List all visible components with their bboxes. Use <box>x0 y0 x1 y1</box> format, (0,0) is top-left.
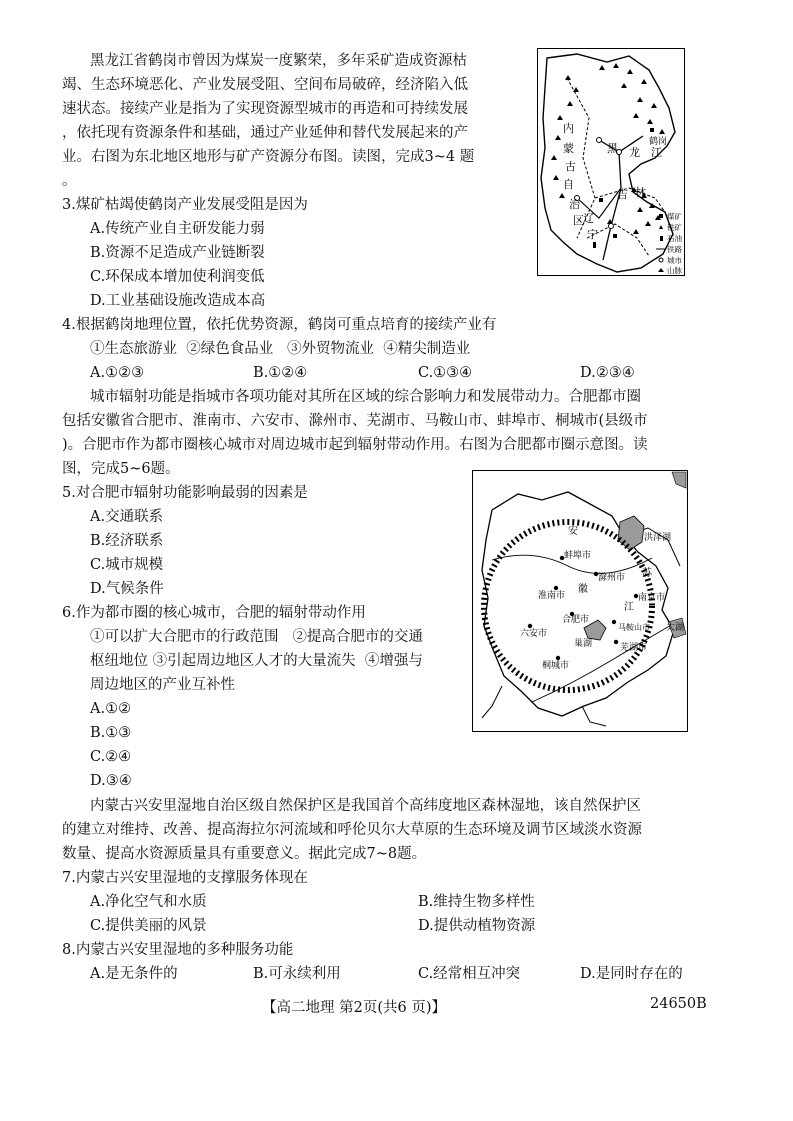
map-label-huainan: 淮南市 <box>538 591 566 601</box>
map-label: 徽 <box>578 584 588 595</box>
question-8-option-d[interactable]: D.是同时存在的 <box>580 966 683 982</box>
question-3-stem: 3.煤矿枯竭使鹤岗产业发展受阻是因为 <box>62 197 308 213</box>
map-label: 自 <box>563 178 574 191</box>
svg-text:石油: 石油 <box>667 234 682 243</box>
map-label-chaohu: 巢湖 <box>574 639 593 649</box>
question-6-items: ①可以扩大合肥市的行政范围 ②提高合肥市的交通 <box>90 629 423 645</box>
map-label: 治 <box>569 198 580 211</box>
passage-3-line: 内蒙古兴安里湿地自治区级自然保护区是我国首个高纬度地区森林湿地，该自然保护区 <box>90 798 641 814</box>
question-4-items: ①生态旅游业 ②绿色食品业 ③外贸物流业 ④精尖制造业 <box>90 341 471 357</box>
passage-1-line: 业。右图为东北地区地形与矿产资源分布图。读图，完成3~4 题 <box>62 149 475 165</box>
question-4-option-a[interactable]: A.①②③ <box>90 365 145 381</box>
map-label-bengbu: 蚌埠市 <box>564 551 592 561</box>
map-label: 安 <box>568 526 578 537</box>
map-label: 宁 <box>587 228 598 241</box>
question-6-stem: 6.作为都市圈的核心城市，合肥的辐射带动作用 <box>62 605 366 621</box>
map-label-hongzehu: 洪泽湖 <box>644 533 672 543</box>
map-label: 苏 <box>642 568 652 579</box>
question-3-option-a[interactable]: A.传统产业自主研发能力弱 <box>90 221 265 237</box>
svg-text:山脉: 山脉 <box>667 266 682 275</box>
question-3-option-b[interactable]: B.资源不足造成产业链断裂 <box>90 245 265 261</box>
exam-code: 24650B <box>650 996 707 1012</box>
hefei-map-svg <box>472 470 688 732</box>
map-label-taihu: 太湖 <box>666 623 685 633</box>
hefei-metro-map <box>472 470 688 732</box>
svg-text:城市: 城市 <box>667 256 682 265</box>
question-4-option-c[interactable]: C.①③④ <box>418 365 473 381</box>
question-7-option-c[interactable]: C.提供美丽的风景 <box>90 918 207 934</box>
question-3-option-c[interactable]: C.环保成本增加使利润变低 <box>90 269 265 285</box>
map-label: 江 <box>624 602 634 613</box>
question-6-items: 周边地区的产业互补性 <box>90 677 235 693</box>
question-7-option-b[interactable]: B.维持生物多样性 <box>418 894 535 910</box>
map-label-hegang: 鹤岗 <box>649 137 668 147</box>
map-label: 辽 <box>583 212 594 225</box>
question-6-option-d[interactable]: D.③④ <box>90 773 132 789</box>
passage-2-line: )。合肥市作为都市圈核心城市对周边城市起到辐射带动作用。右图为合肥都市圈示意图。读 <box>62 437 648 453</box>
page-footer: 【高二地理 第2页(共6 页)】 <box>262 1000 446 1016</box>
question-4-option-d[interactable]: D.②③④ <box>580 365 635 381</box>
question-4-option-b[interactable]: B.①②④ <box>253 365 308 381</box>
passage-2-line: 城市辐射功能是指城市各项功能对其所在区域的综合影响力和发展带动力。合肥都市圈 <box>90 389 641 405</box>
question-6-items: 枢纽地位 ③引起周边地区人才的大量流失 ④增强与 <box>90 653 423 669</box>
passage-2-line: 图，完成5~6题。 <box>62 461 180 477</box>
map-label: 内 <box>563 122 574 135</box>
passage-3-line: 的建立对维持、改善、提高海拉尔河流域和呼伦贝尔大草原的生态环境及调节区域淡水资源 <box>62 822 642 838</box>
passage-1-line: 黑龙江省鹤岗市曾因为煤炭一度繁荣，多年采矿造成资源枯 <box>90 53 467 69</box>
map-label: 蒙 <box>563 142 574 155</box>
svg-text:铁路: 铁路 <box>667 245 682 254</box>
map-label-nanjing: 南京市 <box>638 593 666 603</box>
question-8-option-a[interactable]: A.是无条件的 <box>90 966 178 982</box>
map-label: 吉 <box>617 188 628 201</box>
question-6-option-b[interactable]: B.①③ <box>90 725 132 741</box>
question-5-stem: 5.对合肥市辐射功能影响最弱的因素是 <box>62 485 308 501</box>
passage-2-line: 包括安徽省合肥市、淮南市、六安市、滁州市、芜湖市、马鞍山市、蚌埠市、桐城市(县级市 <box>62 413 648 429</box>
map-label-chuzhou: 滁州市 <box>598 573 626 583</box>
question-5-option-c[interactable]: C.城市规模 <box>90 557 164 573</box>
question-6-option-a[interactable]: A.①② <box>90 701 132 717</box>
passage-3-line: 数量、提高水资源质量具有重要意义。据此完成7~8题。 <box>62 846 427 862</box>
map-label: 区 <box>573 214 584 227</box>
map-label: 龙 <box>629 146 640 159</box>
svg-text:煤矿: 煤矿 <box>667 212 682 221</box>
map-label: 黑 <box>607 142 618 155</box>
question-7-stem: 7.内蒙古兴安里湿地的支撑服务体现在 <box>62 870 308 886</box>
map-label-wuhu: 芜湖市 <box>620 643 648 653</box>
passage-1-line: 速状态。接续产业是指为了实现资源型城市的再造和可持续发展 <box>62 101 468 117</box>
northeast-map-svg <box>537 48 685 276</box>
question-8-option-c[interactable]: C.经常相互冲突 <box>418 966 521 982</box>
northeast-china-map <box>537 48 685 276</box>
question-7-option-d[interactable]: D.提供动植物资源 <box>418 918 536 934</box>
map-label: 江 <box>651 146 662 159</box>
map-label: 林 <box>635 186 646 199</box>
passage-1-line: 。 <box>62 173 77 189</box>
map-label-maanshan: 马鞍山市 <box>618 623 650 632</box>
map-label-hefei: 合肥市 <box>562 615 590 625</box>
map-label-luan: 六安市 <box>520 629 548 639</box>
question-8-option-b[interactable]: B.可永续利用 <box>253 966 341 982</box>
passage-1-line: 竭、生态环境恶化、产业发展受阻、空间布局破碎，经济陷入低 <box>62 77 468 93</box>
question-8-stem: 8.内蒙古兴安里湿地的多种服务功能 <box>62 942 294 958</box>
map-label-tongcheng: 桐城市 <box>542 661 570 671</box>
question-5-option-d[interactable]: D.气候条件 <box>90 581 164 597</box>
question-5-option-b[interactable]: B.经济联系 <box>90 533 164 549</box>
map-label: 古 <box>565 160 576 173</box>
question-4-stem: 4.根据鹤岗地理位置，依托优势资源，鹤岗可重点培育的接续产业有 <box>62 317 497 333</box>
passage-1-line: ，依托现有资源条件和基础，通过产业延伸和替代发展起来的产 <box>62 125 468 141</box>
question-6-option-c[interactable]: C.②④ <box>90 749 132 765</box>
question-5-option-a[interactable]: A.交通联系 <box>90 509 164 525</box>
svg-text:铁矿: 铁矿 <box>667 223 682 232</box>
question-7-option-a[interactable]: A.净化空气和水质 <box>90 894 207 910</box>
question-3-option-d[interactable]: D.工业基础设施改造成本高 <box>90 293 266 309</box>
